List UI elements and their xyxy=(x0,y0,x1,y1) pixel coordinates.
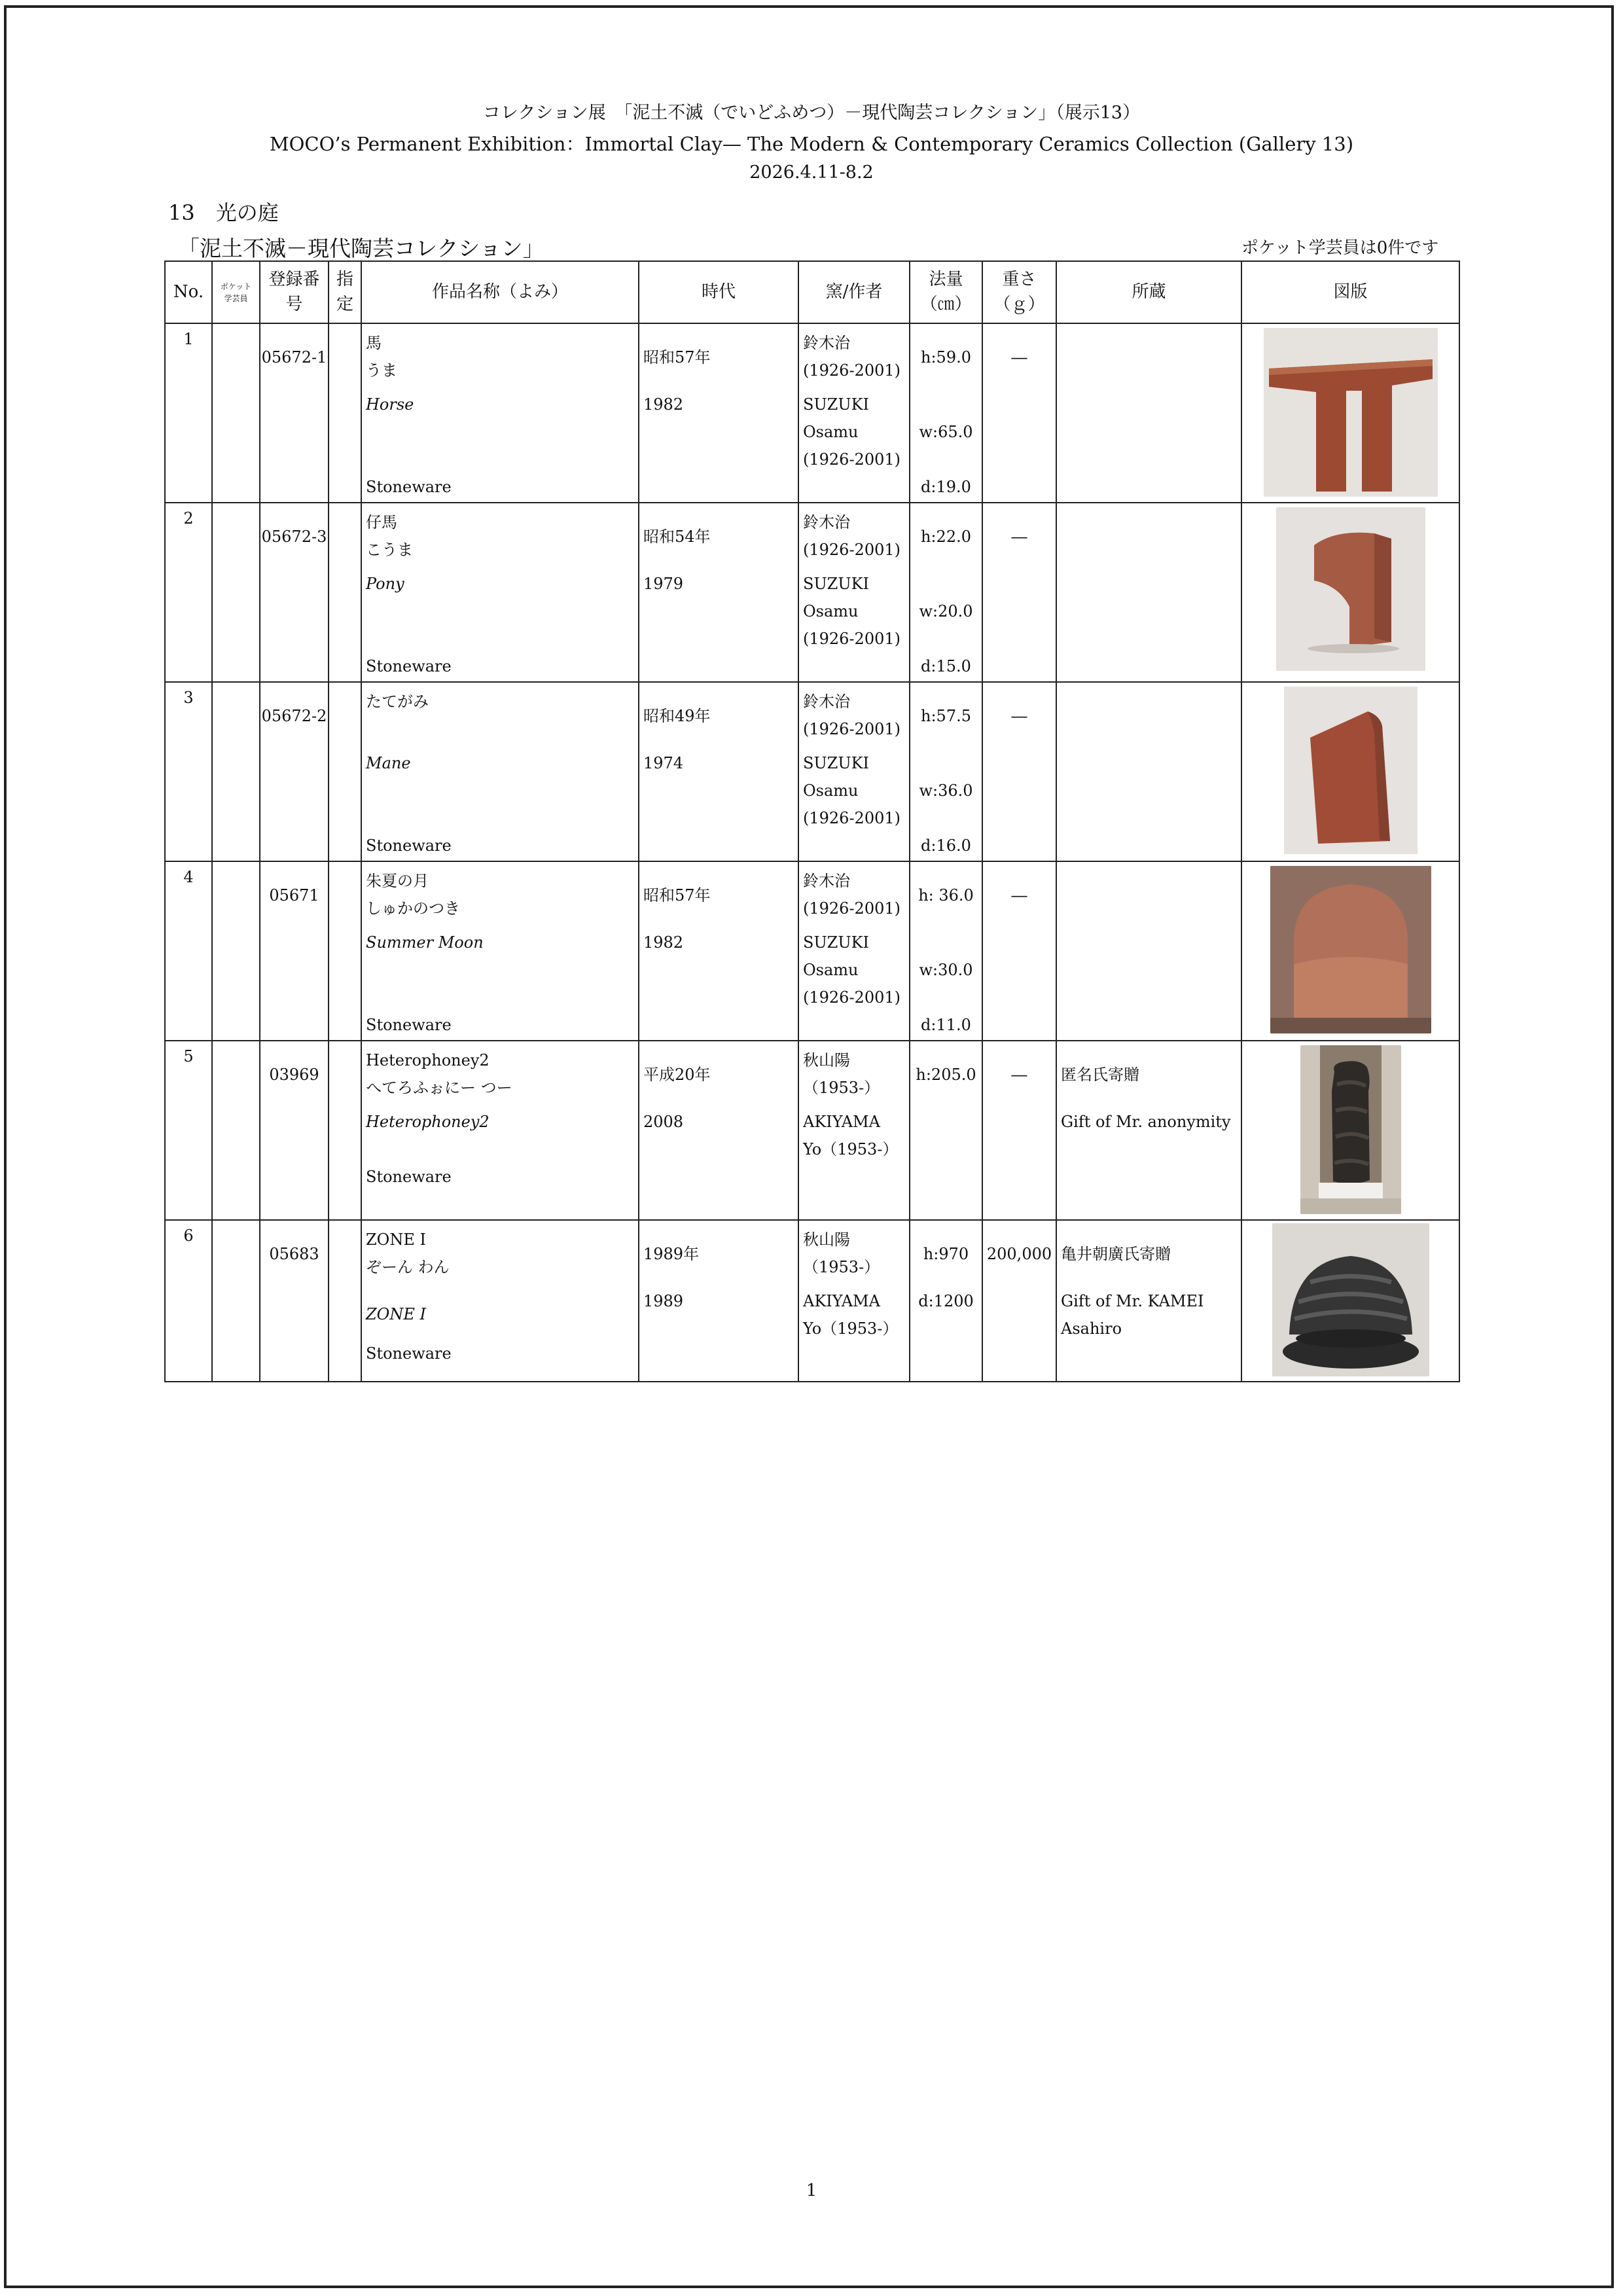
height: h: 36.0 xyxy=(918,886,974,905)
registration-number: 05683 xyxy=(269,1245,319,1263)
table-row xyxy=(165,1220,1459,1382)
depth: d:1200 xyxy=(918,1292,974,1310)
height: h:59.0 xyxy=(921,348,971,367)
title-ja: 馬 xyxy=(366,334,382,352)
header-owner: 所蔵 xyxy=(1056,261,1241,323)
year: 2008 xyxy=(643,1113,684,1131)
owner-en: Gift of Mr. anonymity xyxy=(1061,1113,1231,1131)
artist-ja-dates: (1926-2001) xyxy=(803,541,901,559)
title-reading: ぞーん わん xyxy=(366,1258,450,1276)
width: w:65.0 xyxy=(919,423,973,441)
owner-ja: 亀井朝廣氏寄贈 xyxy=(1061,1245,1171,1263)
exhibition-title-en: MOCO’s Permanent Exhibition：Immortal Clay— The Modern & Contemporary Ceramics Collection (Gallery 13) xyxy=(269,133,1354,155)
owner-en-given: Asahiro xyxy=(1061,1319,1122,1338)
artist-en: SUZUKI xyxy=(803,575,869,593)
exhibition-dates: 2026.4.11-8.2 xyxy=(749,162,874,183)
title-ja: ZONE I xyxy=(366,1230,426,1249)
year: 1979 xyxy=(643,575,684,593)
material: Stoneware xyxy=(366,657,452,675)
artist-en: AKIYAMA xyxy=(803,1113,880,1131)
row-number: 1 xyxy=(183,330,194,348)
artwork-photo xyxy=(1264,328,1438,497)
depth: d:19.0 xyxy=(921,478,971,496)
row-number: 2 xyxy=(183,509,194,528)
header-title: 作品名称（よみ） xyxy=(361,261,639,323)
header-weight: 重さ （ｇ） xyxy=(982,261,1056,323)
exhibition-title-ja: コレクション展 「泥土不滅（でいどふめつ）－現代陶芸コレクション」（展示13） xyxy=(482,103,1141,123)
row-number: 5 xyxy=(183,1047,194,1066)
weight: ― xyxy=(1011,1066,1027,1084)
artist-ja-dates: (1926-2001) xyxy=(803,720,901,738)
header-plate: 図版 xyxy=(1241,261,1459,323)
era-ja: 昭和54年 xyxy=(643,528,711,546)
year: 1974 xyxy=(643,754,684,772)
material: Stoneware xyxy=(366,478,452,496)
weight: ― xyxy=(1011,348,1027,367)
artist-ja-dates: (1926-2001) xyxy=(803,361,901,380)
artist-en-dates: (1926-2001) xyxy=(803,630,901,648)
artwork-photo xyxy=(1272,1223,1429,1376)
artist-ja: 鈴木治 xyxy=(803,692,850,711)
height: h:22.0 xyxy=(921,528,971,546)
height: h:970 xyxy=(923,1245,969,1263)
artist-ja-dates: （1953-） xyxy=(803,1079,880,1097)
row-number: 3 xyxy=(183,689,194,707)
artist-en-dates: (1926-2001) xyxy=(803,809,901,827)
year: 1989 xyxy=(643,1292,684,1310)
title-reading: こうま xyxy=(366,541,413,559)
height: h:57.5 xyxy=(921,707,971,725)
title-ja: 仔馬 xyxy=(366,513,397,531)
title-reading: うま xyxy=(366,361,397,380)
title-reading: へてろふぉにー つー xyxy=(366,1079,512,1097)
artist-en-given: Osamu xyxy=(803,602,859,620)
registration-number: 05671 xyxy=(269,886,319,905)
header-size: 法量 （㎝） xyxy=(910,261,982,323)
weight: ― xyxy=(1011,886,1027,905)
row-number: 4 xyxy=(183,868,194,886)
title-ja: 朱夏の月 xyxy=(366,872,429,890)
artist-en-given: Osamu xyxy=(803,423,859,441)
owner-en: Gift of Mr. KAMEI xyxy=(1061,1292,1204,1310)
section-title: 13 光の庭 xyxy=(168,200,279,225)
weight: ― xyxy=(1011,528,1027,546)
header-pocket-curator: ポケット 学芸員 xyxy=(212,261,260,323)
artist-en: SUZUKI xyxy=(803,395,869,414)
registration-number: 05672-1 xyxy=(261,348,327,367)
artist-ja: 鈴木治 xyxy=(803,334,850,352)
table-row xyxy=(165,861,1459,1041)
title-ja: たてがみ xyxy=(366,692,429,711)
artist-ja-dates: (1926-2001) xyxy=(803,899,901,918)
title-ja: Heterophoney2 xyxy=(366,1051,490,1069)
artist-en-dates: (1926-2001) xyxy=(803,450,901,469)
artist-en-dates: (1926-2001) xyxy=(803,988,901,1007)
material: Stoneware xyxy=(366,1344,452,1363)
era-ja: 1989年 xyxy=(643,1245,700,1263)
artist-en-given: Yo（1953-） xyxy=(803,1319,899,1338)
artwork-photo xyxy=(1284,687,1418,854)
artist-en-given: Osamu xyxy=(803,961,859,979)
artist-en-given: Osamu xyxy=(803,781,859,800)
artist-ja-dates: （1953-） xyxy=(803,1258,880,1276)
title-en: Pony xyxy=(366,575,404,593)
pocket-curator-note: ポケット学芸員は0件です xyxy=(1241,238,1439,258)
height: h:205.0 xyxy=(916,1066,976,1084)
artist-en: SUZUKI xyxy=(803,754,869,772)
artist-ja: 鈴木治 xyxy=(803,513,850,531)
weight: 200,000 xyxy=(986,1245,1052,1263)
table-row xyxy=(165,682,1459,861)
table-row xyxy=(165,1041,1459,1220)
artwork-photo xyxy=(1300,1045,1401,1214)
artwork-photo xyxy=(1270,866,1431,1033)
header-era: 時代 xyxy=(639,261,798,323)
title-reading: しゅかのつき xyxy=(366,899,460,918)
header-no: No. xyxy=(165,261,212,323)
registration-number: 03969 xyxy=(269,1066,319,1084)
era-ja: 昭和57年 xyxy=(643,348,711,367)
collection-subtitle: 「泥土不滅－現代陶芸コレクション」 xyxy=(178,236,544,261)
header-registration-number: 登録番 号 xyxy=(260,261,329,323)
width: w:30.0 xyxy=(919,961,973,979)
works-table xyxy=(164,260,1460,1382)
artist-ja: 秋山陽 xyxy=(803,1051,850,1069)
width: w:36.0 xyxy=(919,781,973,800)
row-number: 6 xyxy=(183,1227,194,1245)
year: 1982 xyxy=(643,933,684,952)
table-row xyxy=(165,323,1459,503)
registration-number: 05672-3 xyxy=(261,528,327,546)
artist-en: AKIYAMA xyxy=(803,1292,880,1310)
depth: d:15.0 xyxy=(921,657,971,675)
artist-en: SUZUKI xyxy=(803,933,869,952)
year: 1982 xyxy=(643,395,684,414)
material: Stoneware xyxy=(366,1168,452,1186)
header-artist: 窯/作者 xyxy=(798,261,910,323)
title-en: Summer Moon xyxy=(366,933,484,952)
artwork-photo xyxy=(1276,507,1425,671)
artist-ja: 鈴木治 xyxy=(803,872,850,890)
era-ja: 昭和49年 xyxy=(643,707,711,725)
title-en: Heterophoney2 xyxy=(366,1113,490,1131)
artist-ja: 秋山陽 xyxy=(803,1230,850,1249)
material: Stoneware xyxy=(366,1016,452,1034)
era-ja: 昭和57年 xyxy=(643,886,711,905)
depth: d:11.0 xyxy=(921,1016,971,1034)
weight: ― xyxy=(1011,707,1027,725)
title-en: Mane xyxy=(366,754,411,772)
era-ja: 平成20年 xyxy=(643,1066,711,1084)
table-row xyxy=(165,503,1459,682)
registration-number: 05672-2 xyxy=(261,707,327,725)
width: w:20.0 xyxy=(919,602,973,620)
header-designation: 指 定 xyxy=(329,261,361,323)
depth: d:16.0 xyxy=(921,836,971,855)
title-en: Horse xyxy=(366,395,414,414)
owner-ja: 匿名氏寄贈 xyxy=(1061,1066,1139,1084)
title-en: ZONE I xyxy=(366,1305,426,1323)
header-row xyxy=(165,261,1459,323)
page-number: 1 xyxy=(806,2181,817,2200)
material: Stoneware xyxy=(366,836,452,855)
artist-en-given: Yo（1953-） xyxy=(803,1140,899,1158)
